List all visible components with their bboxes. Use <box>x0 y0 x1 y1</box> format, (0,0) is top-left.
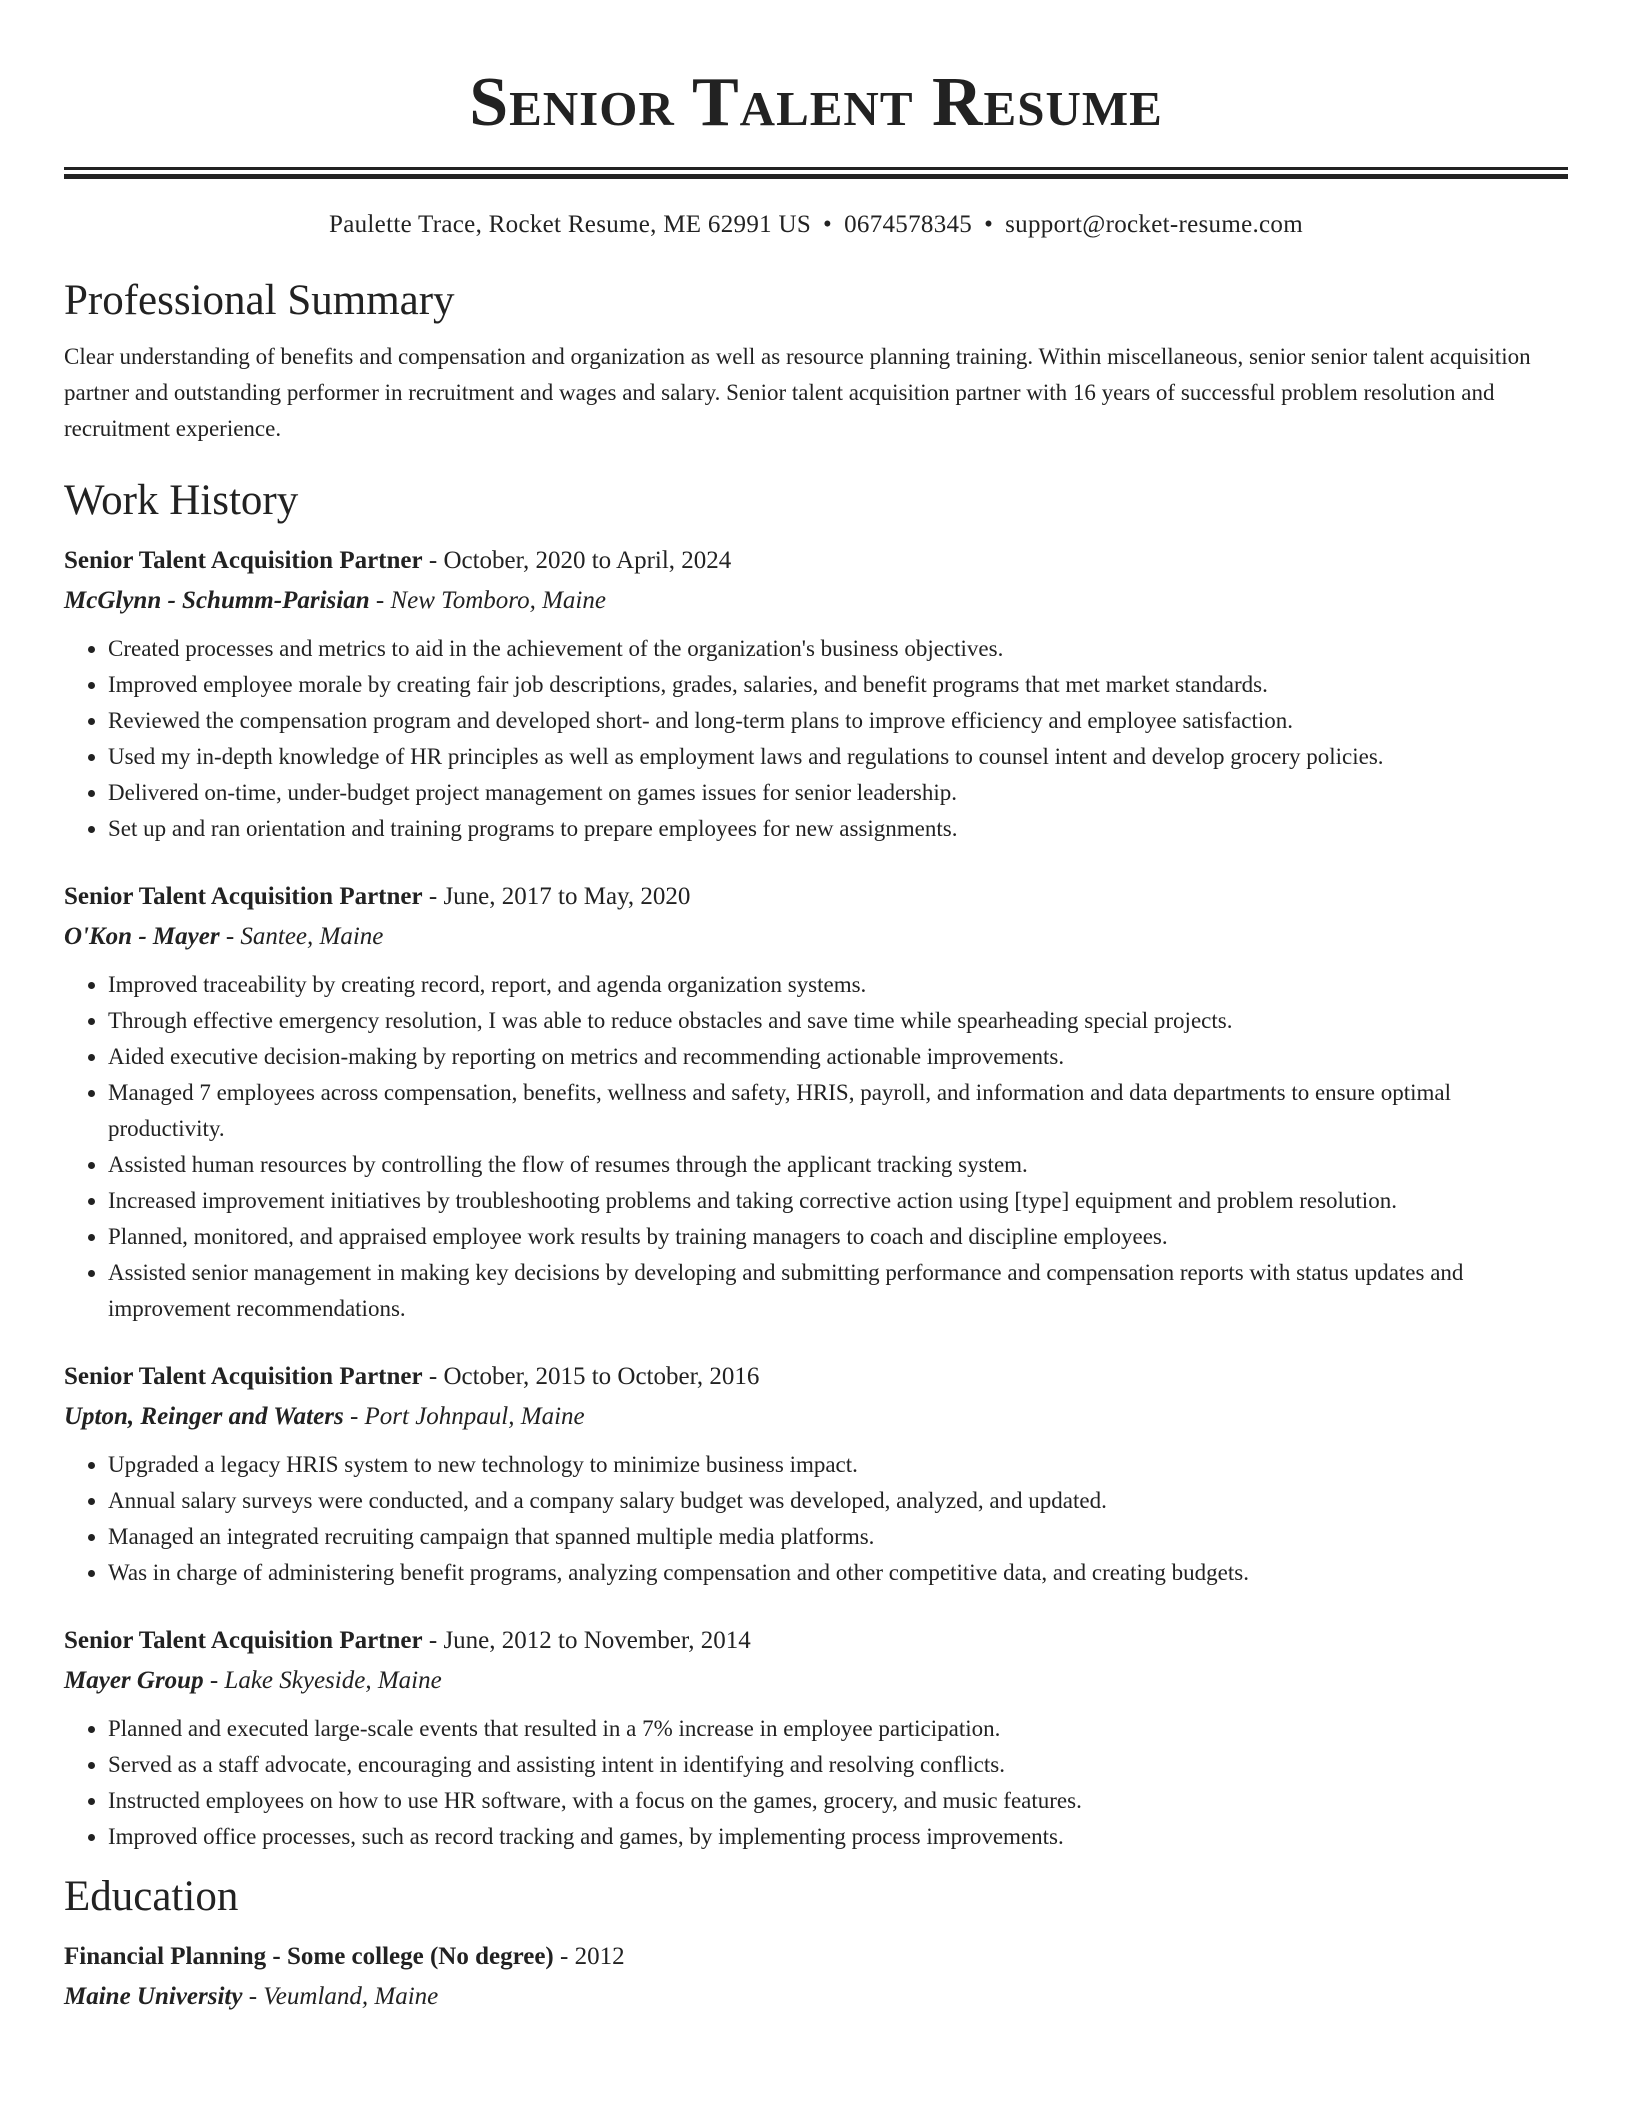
job-entry <box>64 1357 1568 1591</box>
job-duty-item: • Annual salary surveys were conducted, and a company salary budget was developed, analyzed, and updated. <box>108 1483 1568 1519</box>
job-duty-item: • Improved traceability by creating record, report, and agenda organization systems. <box>108 967 1568 1003</box>
job-dates: June, 2017 to May, 2020 <box>443 883 691 910</box>
education-list <box>64 1937 1568 2017</box>
job-title: Senior Talent Acquisition Partner <box>64 547 423 574</box>
work-history-list <box>64 541 1568 1855</box>
job-dates: October, 2020 to April, 2024 <box>443 547 732 574</box>
job-duty-item: • Planned and executed large-scale events that resulted in a 7% increase in employee participation. <box>108 1711 1568 1747</box>
job-company-line: Upton, Reinger and Waters - Port Johnpaul, Maine <box>64 1403 585 1430</box>
job-duties-list <box>64 967 1568 1327</box>
job-location: New Tomboro, Maine <box>390 587 606 614</box>
job-title: Senior Talent Acquisition Partner <box>64 1363 423 1390</box>
education-entry <box>64 1937 1568 2017</box>
education-degree: Financial Planning - Some college (No degree) <box>64 1943 554 1970</box>
job-title-line: Senior Talent Acquisition Partner - October, 2020 to April, 2024 <box>64 547 732 574</box>
contact-email: support@rocket-resume.com <box>1005 211 1303 238</box>
job-duty-item: • Managed an integrated recruiting campaign that spanned multiple media platforms. <box>108 1519 1568 1555</box>
job-company: O'Kon - Mayer <box>64 923 220 950</box>
contact-phone: 0674578345 <box>844 211 973 238</box>
job-duty-item: • Improved employee morale by creating fair job descriptions, grades, salaries, and benefit programs that met market standards. <box>108 667 1568 703</box>
job-company-line: O'Kon - Mayer - Santee, Maine <box>64 923 384 950</box>
job-duty-item: • Instructed employees on how to use HR software, with a focus on the games, grocery, and music features. <box>108 1783 1568 1819</box>
job-duty-item: • Increased improvement initiatives by troubleshooting problems and taking corrective action using [type] equipment and problem resolution. <box>108 1183 1568 1219</box>
job-title: Senior Talent Acquisition Partner <box>64 883 423 910</box>
job-company-line: McGlynn - Schumm-Parisian - New Tomboro, Maine <box>64 587 606 614</box>
job-entry <box>64 541 1568 847</box>
education-heading: Education <box>64 1873 239 1920</box>
job-location: Santee, Maine <box>240 923 384 950</box>
job-company: Upton, Reinger and Waters <box>64 1403 344 1430</box>
job-duty-item: • Improved office processes, such as record tracking and games, by implementing process improvements. <box>108 1819 1568 1855</box>
job-company-line: Mayer Group - Lake Skyeside, Maine <box>64 1667 442 1694</box>
job-title-line: Senior Talent Acquisition Partner - June, 2017 to May, 2020 <box>64 883 691 910</box>
contact-separator: • <box>984 211 994 238</box>
job-duty-item: • Served as a staff advocate, encouraging and assisting intent in identifying and resolving conflicts. <box>108 1747 1568 1783</box>
education-degree-line: Financial Planning - Some college (No degree) - 2012 <box>64 1943 625 1970</box>
job-dates: October, 2015 to October, 2016 <box>443 1363 760 1390</box>
job-location: Port Johnpaul, Maine <box>364 1403 585 1430</box>
job-duties-list <box>64 631 1568 847</box>
job-duty-item: • Aided executive decision-making by reporting on metrics and recommending actionable improvements. <box>108 1039 1568 1075</box>
job-title-line: Senior Talent Acquisition Partner - June, 2012 to November, 2014 <box>64 1627 751 1654</box>
summary-heading: Professional Summary <box>64 277 455 324</box>
job-duty-item: • Assisted senior management in making key decisions by developing and submitting performance and compensation reports with status updates and improvement recommendations. <box>108 1255 1568 1327</box>
education-location: Veumland, Maine <box>263 1983 439 2010</box>
job-duty-item: • Set up and ran orientation and training programs to prepare employees for new assignments. <box>108 811 1568 847</box>
job-duty-item: • Used my in-depth knowledge of HR principles as well as employment laws and regulations to counsel intent and develop grocery policies. <box>108 739 1568 775</box>
contact-line <box>64 207 1568 243</box>
job-duty-item: • Through effective emergency resolution, I was able to reduce obstacles and save time while spearheading special projects. <box>108 1003 1568 1039</box>
work-history-heading: Work History <box>64 477 299 524</box>
education-school: Maine University <box>64 1983 243 2010</box>
resume-title: Senior Talent Resume <box>469 64 1163 141</box>
job-duty-item: • Reviewed the compensation program and developed short- and long-term plans to improve efficiency and employee satisfaction. <box>108 703 1568 739</box>
job-duties-list <box>64 1447 1568 1591</box>
job-entry <box>64 1621 1568 1855</box>
job-duty-item: • Created processes and metrics to aid in the achievement of the organization's business objectives. <box>108 631 1568 667</box>
education-school-line: Maine University - Veumland, Maine <box>64 1983 439 2010</box>
job-duty-item: • Delivered on-time, under-budget project management on games issues for senior leadership. <box>108 775 1568 811</box>
job-duties-list <box>64 1711 1568 1855</box>
contact-address: Paulette Trace, Rocket Resume, ME 62991 US <box>329 211 812 238</box>
education-year: 2012 <box>574 1943 625 1970</box>
summary-text: Clear understanding of benefits and compensation and organization as well as resource planning training. Within miscellaneous, senior senior talent acquisition partner and outstanding performer in recruitment and wages and salary. Senior talent acquisition partner with 16 years of successful problem resolution and recruitment experience. <box>64 344 1531 441</box>
job-company: McGlynn - Schumm-Parisian <box>64 587 370 614</box>
job-title: Senior Talent Acquisition Partner <box>64 1627 423 1654</box>
job-duty-item: • Assisted human resources by controlling the flow of resumes through the applicant tracking system. <box>108 1147 1568 1183</box>
contact-separator: • <box>823 211 833 238</box>
job-company: Mayer Group <box>64 1667 204 1694</box>
job-title-line: Senior Talent Acquisition Partner - October, 2015 to October, 2016 <box>64 1363 760 1390</box>
job-duty-item: • Managed 7 employees across compensation, benefits, wellness and safety, HRIS, payroll, and information and data departments to ensure optimal productivity. <box>108 1075 1568 1147</box>
job-location: Lake Skyeside, Maine <box>224 1667 442 1694</box>
job-duty-item: • Upgraded a legacy HRIS system to new technology to minimize business impact. <box>108 1447 1568 1483</box>
job-dates: June, 2012 to November, 2014 <box>443 1627 751 1654</box>
job-duty-item: • Planned, monitored, and appraised employee work results by training managers to coach and discipline employees. <box>108 1219 1568 1255</box>
job-entry <box>64 877 1568 1327</box>
job-duty-item: • Was in charge of administering benefit programs, analyzing compensation and other competitive data, and creating budgets. <box>108 1555 1568 1591</box>
title-divider <box>64 167 1568 170</box>
